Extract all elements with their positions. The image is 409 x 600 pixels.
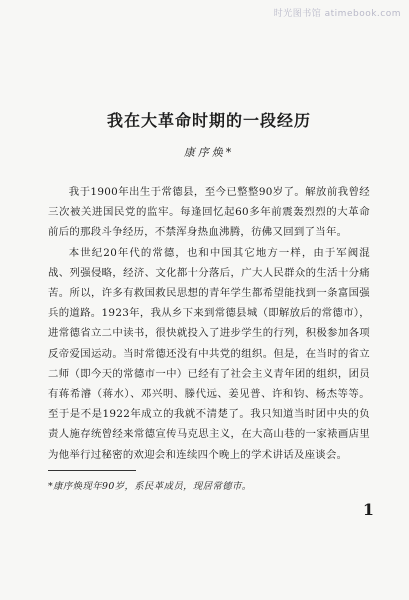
- document-page: [48, 0, 374, 600]
- watermark: 时光图书馆 atimebook.com: [273, 9, 401, 19]
- footnote-divider: [48, 470, 136, 471]
- paragraph: 我于1900年出生于常德县，至今已整整90岁了。解放前我曾经三次被关进国民党的监牢。每逢回忆起60多年前震轰烈烈的大革命前后的那段斗争经历，不禁浑身热血沸腾，彷佛又回到了当年。: [48, 186, 370, 239]
- author-name: 康序焕*: [183, 146, 235, 159]
- article-body: [48, 182, 370, 465]
- paragraph: 本世纪20年代的常德，也和中国其它地方一样，由于军阀混战、列强侵略，经济、文化都十分落后，广大人民群众的生活十分痛苦。所以，许多有救国救民思想的青年学生都希望能找到一条富国强兵的道路。1923年，我从乡下来到常德县城（即解放后的常德市），进常德省立二中读书，很快就投入了进步学生的行列，积极参加各项反帝爱国运动。当时常德还没有中共党的组织。但是，在当时的省立二师（即今天的常德市一中）已经有了社会主义青年团的组织，团员有蒋希濬（蒋水）、邓兴明、滕代远、姜见普、许和钧、杨杰等等。至于是不是1922年成立的我就不清楚了。我只知道当时团中央的负责人施存统曾经来常德宣传马克思主义，在大高山巷的一家裱画店里为他举行过秘密的欢迎会和连续四个晚上的学术讲话及座谈会。: [48, 246, 370, 461]
- article-title: 我在大革命时期的一段经历: [106, 111, 311, 130]
- page-number: 1: [362, 500, 374, 519]
- footnote: *康序焕现年90岁，系民革成员，现居常德市。: [48, 481, 252, 492]
